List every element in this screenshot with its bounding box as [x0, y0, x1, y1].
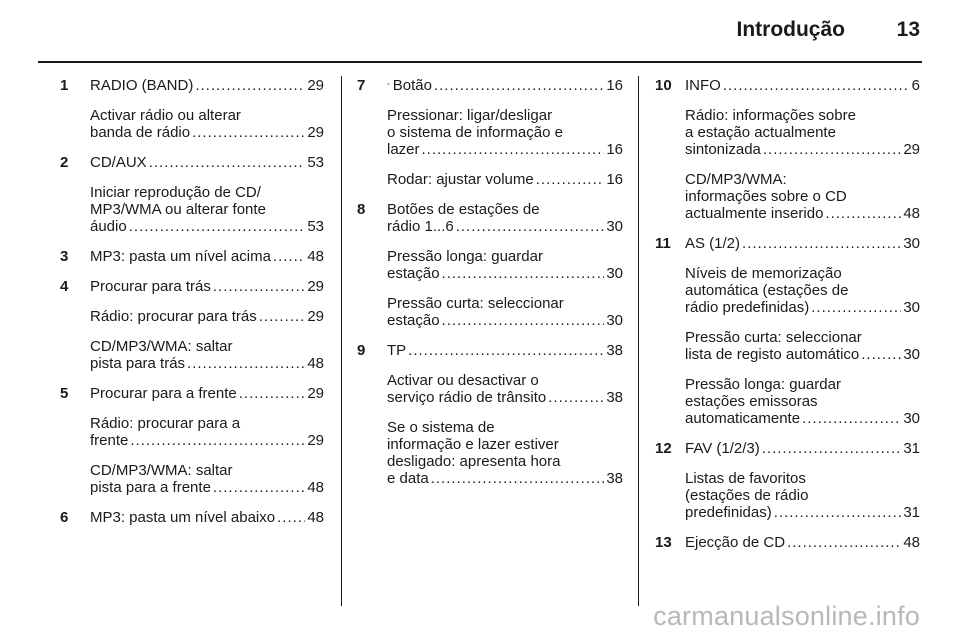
page-reference: 31: [903, 504, 920, 521]
dot-leader: [536, 171, 605, 188]
entry-block: [685, 470, 920, 521]
page-reference: 38: [606, 389, 623, 406]
entry-text: MP3: pasta um nível abaixo: [90, 509, 276, 526]
entry-number: 9: [357, 342, 366, 359]
entry-body: [90, 248, 324, 278]
entry-text: estação: [387, 265, 440, 282]
entry-line: [685, 107, 920, 124]
entry-text: FAV (1/2/3): [685, 440, 760, 457]
entry-body: [90, 385, 324, 509]
entry-line: [685, 393, 920, 410]
entry-text: automaticamente: [685, 410, 801, 427]
page-reference: 38: [606, 342, 623, 359]
entry-number: 12: [655, 440, 672, 457]
entry-number: 7: [357, 77, 366, 94]
page-reference: 30: [606, 265, 623, 282]
index-entry: [357, 201, 623, 342]
dot-leader: [548, 389, 604, 406]
entry-text: Níveis de memorização: [685, 265, 842, 282]
entry-body: [387, 77, 623, 201]
entry-line: [90, 479, 324, 496]
dot-leader: [434, 77, 604, 94]
entry-block: [387, 171, 623, 188]
entry-number: 2: [60, 154, 69, 171]
dot-leader: [422, 141, 605, 158]
entry-block: [685, 265, 920, 316]
entry-line: [90, 338, 324, 355]
entry-text: Pressão curta: seleccionar: [685, 329, 862, 346]
entry-line: [685, 534, 920, 551]
dot-leader: [723, 77, 910, 94]
entry-line: [387, 295, 623, 312]
page-reference: 30: [606, 218, 623, 235]
page-reference: 48: [307, 248, 324, 265]
page-reference: 30: [903, 235, 920, 252]
page-reference: 6: [911, 77, 920, 94]
entry-line: [685, 124, 920, 141]
page-reference: 48: [307, 509, 324, 526]
entry-text: sintonizada: [685, 141, 761, 158]
entry-line: [685, 376, 920, 393]
entry-line: [387, 372, 623, 389]
entry-line: [90, 355, 324, 372]
column-divider: [638, 76, 639, 606]
page-reference: 29: [307, 124, 324, 141]
entry-text: banda de rádio: [90, 124, 191, 141]
entry-line: [685, 235, 920, 252]
entry-text: Pressionar: ligar/desligar: [387, 107, 553, 124]
column-divider: [341, 76, 342, 606]
index-entry: [60, 385, 324, 509]
entry-block: [90, 308, 324, 325]
entry-text: RADIO (BAND): [90, 77, 194, 94]
index-entry: [60, 278, 324, 385]
dot-leader: [431, 470, 605, 487]
dot-leader: [130, 432, 305, 449]
page-reference: 16: [606, 77, 623, 94]
entry-line: [387, 171, 623, 188]
entry-text: predefinidas): [685, 504, 772, 521]
entry-number: 13: [655, 534, 672, 551]
entry-text: Ejecção de CD: [685, 534, 786, 551]
column-3: [655, 77, 920, 564]
entry-block: [685, 329, 920, 363]
entry-text: actualmente inserido: [685, 205, 824, 222]
entry-text: Procurar para a frente: [90, 385, 237, 402]
entry-text: informações sobre o CD: [685, 188, 847, 205]
entry-text: a estação actualmente: [685, 124, 836, 141]
page-reference: 30: [606, 312, 623, 329]
entry-block: [387, 248, 623, 282]
entry-line: [685, 440, 920, 457]
entry-text: Pressão longa: guardar: [387, 248, 543, 265]
entry-line: [90, 124, 324, 141]
entry-text: Rádio: informações sobre: [685, 107, 856, 124]
entry-line: [685, 141, 920, 158]
entry-block: [685, 107, 920, 158]
entry-number: 1: [60, 77, 69, 94]
page-reference: 48: [307, 479, 324, 496]
entry-line: [90, 218, 324, 235]
dot-leader: [259, 308, 306, 325]
entry-text: Procurar para trás: [90, 278, 211, 295]
entry-line: [685, 346, 920, 363]
dot-leader: [273, 248, 305, 265]
entry-body: [90, 278, 324, 385]
column-2: [357, 77, 623, 500]
dot-leader: [213, 278, 305, 295]
entry-line: [387, 218, 623, 235]
entry-text: frente: [90, 432, 129, 449]
entry-block: [90, 278, 324, 295]
entry-block: [90, 338, 324, 372]
entry-line: [387, 248, 623, 265]
index-entry: [655, 534, 920, 564]
entry-text: informação e lazer estiver: [387, 436, 559, 453]
dot-leader: [277, 509, 305, 526]
entry-block: [685, 376, 920, 427]
entry-block: [90, 154, 324, 171]
entry-line: [90, 107, 324, 124]
dot-leader: [787, 534, 901, 551]
index-entry: [60, 509, 324, 539]
dot-leader: [187, 355, 305, 372]
page-reference: 29: [307, 308, 324, 325]
entry-line: [387, 141, 623, 158]
entry-text: (estações de rádio: [685, 487, 809, 504]
entry-block: [90, 462, 324, 496]
entry-number: 11: [655, 235, 671, 252]
entry-block: [685, 440, 920, 457]
index-entry: [357, 77, 623, 201]
page-reference: 48: [903, 205, 920, 222]
entry-block: [685, 171, 920, 222]
entry-text: desligado: apresenta hora: [387, 453, 561, 470]
column-1: [60, 77, 324, 539]
entry-line: [685, 188, 920, 205]
entry-text: Listas de favoritos: [685, 470, 806, 487]
entry-line: [387, 265, 623, 282]
dot-leader: [192, 124, 305, 141]
dot-leader: [774, 504, 902, 521]
entry-line: [387, 389, 623, 406]
entry-line: [90, 77, 324, 94]
dot-leader: [213, 479, 305, 496]
entry-body: [90, 154, 324, 248]
entry-block: [685, 534, 920, 551]
entry-text: Botão: [392, 77, 432, 94]
entry-line: [685, 329, 920, 346]
entry-line: [90, 385, 324, 402]
entry-line: [90, 509, 324, 526]
dot-leader: [456, 218, 605, 235]
entry-block: [90, 184, 324, 235]
entry-body: [90, 509, 324, 539]
entry-line: [90, 201, 324, 218]
entry-line: [90, 184, 324, 201]
power-icon: [387, 78, 390, 90]
entry-line: [387, 453, 623, 470]
page-reference: 29: [307, 278, 324, 295]
entry-text: serviço rádio de trânsito: [387, 389, 547, 406]
entry-text: Rádio: procurar para trás: [90, 308, 257, 325]
entry-block: [387, 107, 623, 158]
entry-text: Activar ou desactivar o: [387, 372, 539, 389]
entry-line: [387, 470, 623, 487]
entry-line: [387, 107, 623, 124]
entry-line: [90, 154, 324, 171]
entry-text: Pressão curta: seleccionar: [387, 295, 564, 312]
entry-text: CD/AUX: [90, 154, 147, 171]
entry-block: [685, 235, 920, 252]
dot-leader: [762, 440, 902, 457]
entry-text: MP3/WMA ou alterar fonte: [90, 201, 266, 218]
page-reference: 38: [606, 470, 623, 487]
entry-text: áudio: [90, 218, 127, 235]
entry-block: [685, 77, 920, 94]
entry-block: [90, 107, 324, 141]
page-header: [38, 0, 922, 62]
entry-text: Iniciar reprodução de CD/: [90, 184, 261, 201]
page-reference: 29: [307, 77, 324, 94]
entry-text: pista para a frente: [90, 479, 211, 496]
entry-line: [685, 282, 920, 299]
index-entry: [60, 77, 324, 154]
entry-line: [387, 419, 623, 436]
entry-line: [685, 410, 920, 427]
page-reference: 30: [903, 410, 920, 427]
entry-text: estação: [387, 312, 440, 329]
entry-block: [387, 201, 623, 235]
entry-text: rádio predefinidas): [685, 299, 810, 316]
entry-block: [90, 509, 324, 526]
entry-block: [387, 295, 623, 329]
dot-leader: [442, 265, 605, 282]
entry-body: [90, 77, 324, 154]
entry-body: [685, 534, 920, 564]
entry-text: TP: [387, 342, 407, 359]
entry-text: automática (estações de: [685, 282, 849, 299]
page-reference: 29: [903, 141, 920, 158]
entry-block: [387, 77, 623, 94]
dot-leader: [149, 154, 306, 171]
watermark: carmanualsonline.info: [653, 601, 920, 631]
entry-number: 10: [655, 77, 672, 94]
entry-text: AS (1/2): [685, 235, 741, 252]
entry-text: rádio 1...6: [387, 218, 454, 235]
dot-leader: [408, 342, 604, 359]
page-reference: 29: [307, 385, 324, 402]
index-entry: [357, 342, 623, 500]
entry-block: [90, 248, 324, 265]
entry-block: [90, 415, 324, 449]
entry-line: [90, 462, 324, 479]
page-number: 13: [896, 18, 920, 41]
entry-text: CD/MP3/WMA:: [685, 171, 787, 188]
entry-block: [387, 419, 623, 487]
entry-text: lazer: [387, 141, 420, 158]
entry-text: MP3: pasta um nível acima: [90, 248, 271, 265]
entry-line: [387, 201, 623, 218]
entry-block: [90, 385, 324, 402]
entry-line: [685, 470, 920, 487]
dot-leader: [742, 235, 901, 252]
index-entry: [655, 77, 920, 235]
page-reference: 31: [903, 440, 920, 457]
entry-line: [685, 487, 920, 504]
entry-line: [90, 308, 324, 325]
entry-text: e data: [387, 470, 429, 487]
entry-text: lista de registo automático: [685, 346, 860, 363]
entry-text: Pressão longa: guardar: [685, 376, 841, 393]
entry-line: [90, 248, 324, 265]
entry-line: [90, 432, 324, 449]
entry-text: o sistema de informação e: [387, 124, 563, 141]
page-reference: 53: [307, 154, 324, 171]
entry-block: [387, 342, 623, 359]
page-reference: 48: [307, 355, 324, 372]
entry-text: CD/MP3/WMA: saltar: [90, 462, 233, 479]
page-reference: 16: [606, 141, 623, 158]
entry-line: [90, 415, 324, 432]
dot-leader: [129, 218, 306, 235]
entry-body: [387, 342, 623, 500]
page-reference: 29: [307, 432, 324, 449]
entry-line: [387, 77, 623, 94]
dot-leader: [239, 385, 306, 402]
dot-leader: [802, 410, 901, 427]
page-reference: 16: [606, 171, 623, 188]
entry-body: [387, 201, 623, 342]
entry-number: 5: [60, 385, 69, 402]
entry-text: CD/MP3/WMA: saltar: [90, 338, 233, 355]
entry-body: [685, 77, 920, 235]
entry-text: Rodar: ajustar volume: [387, 171, 534, 188]
page-title: Introdução: [736, 18, 845, 41]
entry-block: [90, 77, 324, 94]
entry-text: Se o sistema de: [387, 419, 495, 436]
entry-line: [685, 77, 920, 94]
entry-line: [387, 342, 623, 359]
entry-number: 4: [60, 278, 69, 295]
header-rule: [38, 61, 922, 63]
entry-body: [685, 440, 920, 534]
entry-line: [685, 171, 920, 188]
page-reference: 48: [903, 534, 920, 551]
entry-number: 3: [60, 248, 69, 265]
entry-text: Botões de estações de: [387, 201, 540, 218]
dot-leader: [195, 77, 305, 94]
entry-line: [685, 299, 920, 316]
entry-line: [387, 436, 623, 453]
entry-line: [685, 504, 920, 521]
dot-leader: [861, 346, 901, 363]
entry-text: estações emissoras: [685, 393, 818, 410]
dot-leader: [811, 299, 901, 316]
entry-line: [387, 124, 623, 141]
entry-number: 8: [357, 201, 366, 218]
page-reference: 30: [903, 346, 920, 363]
page-reference: 53: [307, 218, 324, 235]
entry-line: [685, 205, 920, 222]
entry-line: [685, 265, 920, 282]
entry-text: Activar rádio ou alterar: [90, 107, 241, 124]
dot-leader: [442, 312, 605, 329]
page-reference: 30: [903, 299, 920, 316]
entry-text: INFO: [685, 77, 721, 94]
entry-line: [90, 278, 324, 295]
index-entry: [655, 235, 920, 440]
index-entry: [60, 154, 324, 248]
entry-body: [685, 235, 920, 440]
dot-leader: [825, 205, 901, 222]
entry-text: pista para trás: [90, 355, 186, 372]
dot-leader: [763, 141, 901, 158]
index-entry: [655, 440, 920, 534]
entry-block: [387, 372, 623, 406]
index-entry: [60, 248, 324, 278]
entry-line: [387, 312, 623, 329]
entry-number: 6: [60, 509, 69, 526]
entry-text: Rádio: procurar para a: [90, 415, 241, 432]
